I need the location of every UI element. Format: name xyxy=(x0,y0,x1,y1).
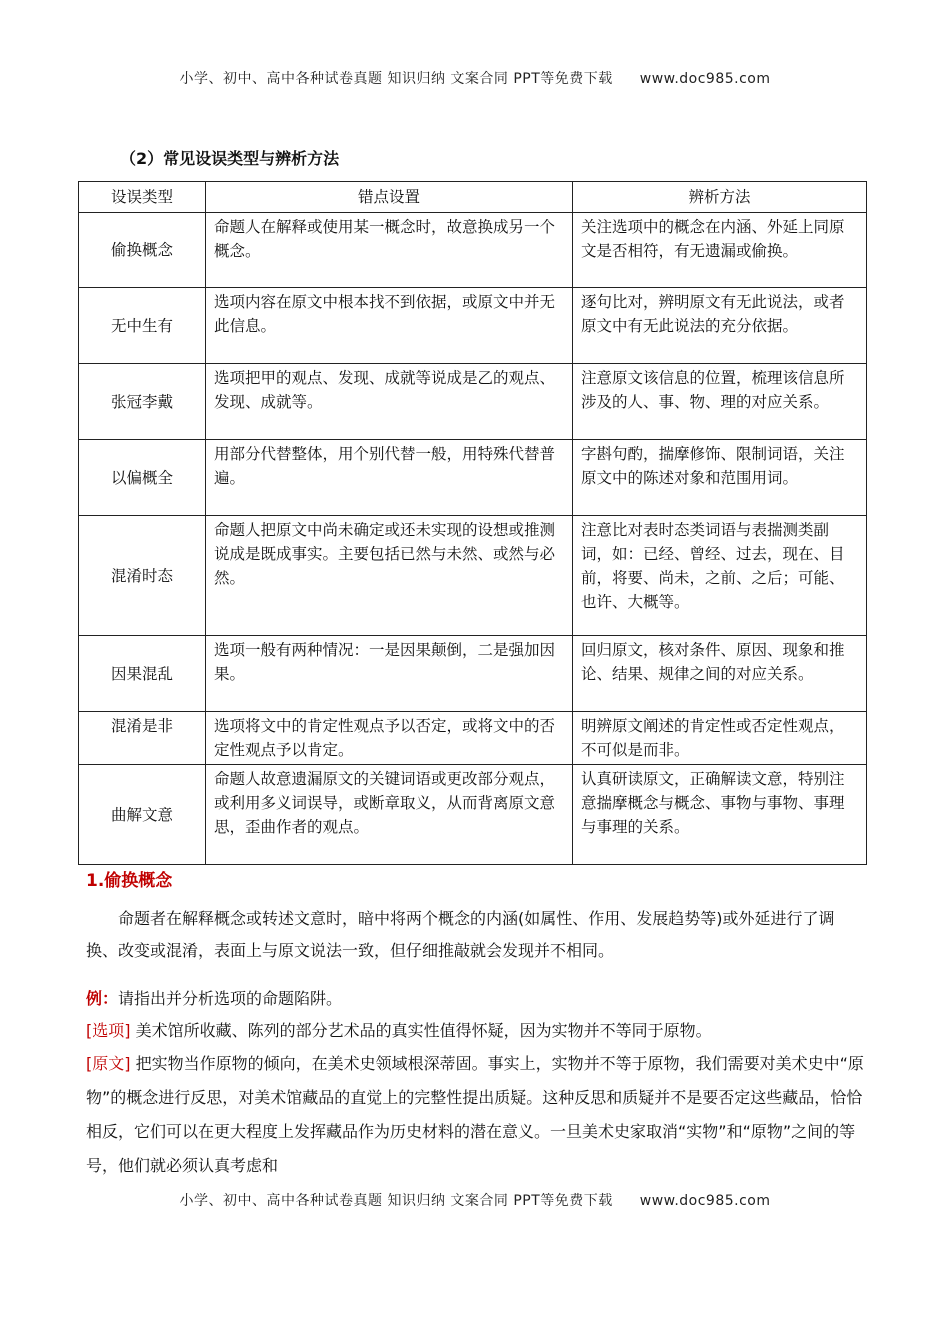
cell-error: 选项将文中的肯定性观点予以否定，或将文中的否定性观点予以肯定。 xyxy=(206,712,573,765)
cell-error: 选项一般有两种情况：一是因果颠倒，二是强加因果。 xyxy=(206,636,573,712)
cell-type: 无中生有 xyxy=(79,288,206,364)
cell-type: 混淆时态 xyxy=(79,516,206,636)
header-method: 辨析方法 xyxy=(573,182,867,213)
footer-url[interactable]: www.doc985.com xyxy=(639,1193,771,1209)
table-row xyxy=(79,712,867,765)
option-label: [选项] xyxy=(86,1021,131,1040)
cell-method: 字斟句酌，揣摩修饰、限制词语，关注原文中的陈述对象和范围用词。 xyxy=(573,440,867,516)
page-footer xyxy=(0,1190,950,1210)
header-text: 小学、初中、高中各种试卷真题 知识归纳 文案合同 PPT等免费下载 xyxy=(179,71,613,87)
table-row xyxy=(79,765,867,865)
table-row xyxy=(79,213,867,288)
table-row xyxy=(79,288,867,364)
option-text: 美术馆所收藏、陈列的部分艺术品的真实性值得怀疑，因为实物并不等同于原物。 xyxy=(135,1021,712,1040)
error-types-table xyxy=(78,181,867,865)
cell-type: 因果混乱 xyxy=(79,636,206,712)
header-type: 设误类型 xyxy=(79,182,206,213)
cell-method: 逐句比对，辨明原文有无此说法，或者原文中有无此说法的充分依据。 xyxy=(573,288,867,364)
table-row xyxy=(79,364,867,440)
cell-method: 回归原文，核对条件、原因、现象和推论、结果、规律之间的对应关系。 xyxy=(573,636,867,712)
table-row xyxy=(79,516,867,636)
source-line xyxy=(86,1047,864,1183)
table-row xyxy=(79,440,867,516)
subsection-title: 1.偷换概念 xyxy=(86,871,173,891)
cell-type: 曲解文意 xyxy=(79,765,206,865)
cell-error: 用部分代替整体，用个别代替一般，用特殊代替普遍。 xyxy=(206,440,573,516)
option-line xyxy=(86,1015,864,1047)
example-text: 请指出并分析选项的命题陷阱。 xyxy=(118,989,343,1008)
example-label: 例： xyxy=(86,989,119,1008)
table-row xyxy=(79,636,867,712)
cell-type: 张冠李戴 xyxy=(79,364,206,440)
cell-error: 命题人把原文中尚未确定或还未实现的设想或推测说成是既成事实。主要包括已然与未然、或然与必然。 xyxy=(206,516,573,636)
footer-text: 小学、初中、高中各种试卷真题 知识归纳 文案合同 PPT等免费下载 xyxy=(179,1193,613,1209)
example-line xyxy=(86,983,864,1015)
table-header-row xyxy=(79,182,867,213)
source-text: 把实物当作原物的倾向，在美术史领域根深蒂固。事实上，实物并不等于原物，我们需要对美术史中“原物”的概念进行反思，对美术馆藏品的直觉上的完整性提出质疑。这种反思和质疑并不是要否定这些藏品，恰恰相反，它们可以在更大程度上发挥藏品作为历史材料的潜在意义。一旦美术史家取消“实物”和“原物”之间的等号，他们就必须认真考虑和 xyxy=(86,1054,864,1175)
header-url[interactable]: www.doc985.com xyxy=(639,71,771,87)
cell-type: 偷换概念 xyxy=(79,213,206,288)
cell-method: 明辨原文阐述的肯定性或否定性观点，不可似是而非。 xyxy=(573,712,867,765)
cell-error: 选项把甲的观点、发现、成就等说成是乙的观点、发现、成就等。 xyxy=(206,364,573,440)
cell-type: 以偏概全 xyxy=(79,440,206,516)
cell-type: 混淆是非 xyxy=(79,712,206,765)
source-label: [原文] xyxy=(86,1054,131,1073)
page-header xyxy=(0,68,950,88)
cell-error: 选项内容在原文中根本找不到依据，或原文中并无此信息。 xyxy=(206,288,573,364)
header-error: 错点设置 xyxy=(206,182,573,213)
cell-method: 认真研读原文，正确解读文意，特别注意揣摩概念与概念、事物与事物、事理与事理的关系。 xyxy=(573,765,867,865)
cell-method: 注意比对表时态类词语与表揣测类副词，如：已经、曾经、过去，现在、目前，将要、尚未，之前、之后；可能、也许、大概等。 xyxy=(573,516,867,636)
section-title: （2）常见设误类型与辨析方法 xyxy=(120,149,340,168)
cell-error: 命题人故意遗漏原文的关键词语或更改部分观点，或利用多义词误导，或断章取义，从而背离原文意思，歪曲作者的观点。 xyxy=(206,765,573,865)
cell-method: 注意原文该信息的位置，梳理该信息所涉及的人、事、物、理的对应关系。 xyxy=(573,364,867,440)
subsection-paragraph: 命题者在解释概念或转述文意时，暗中将两个概念的内涵(如属性、作用、发展趋势等)或外延进行了调换、改变或混淆，表面上与原文说法一致，但仔细推敲就会发现并不相同。 xyxy=(86,909,835,960)
cell-method: 关注选项中的概念在内涵、外延上同原文是否相符，有无遗漏或偷换。 xyxy=(573,213,867,288)
cell-error: 命题人在解释或使用某一概念时，故意换成另一个概念。 xyxy=(206,213,573,288)
